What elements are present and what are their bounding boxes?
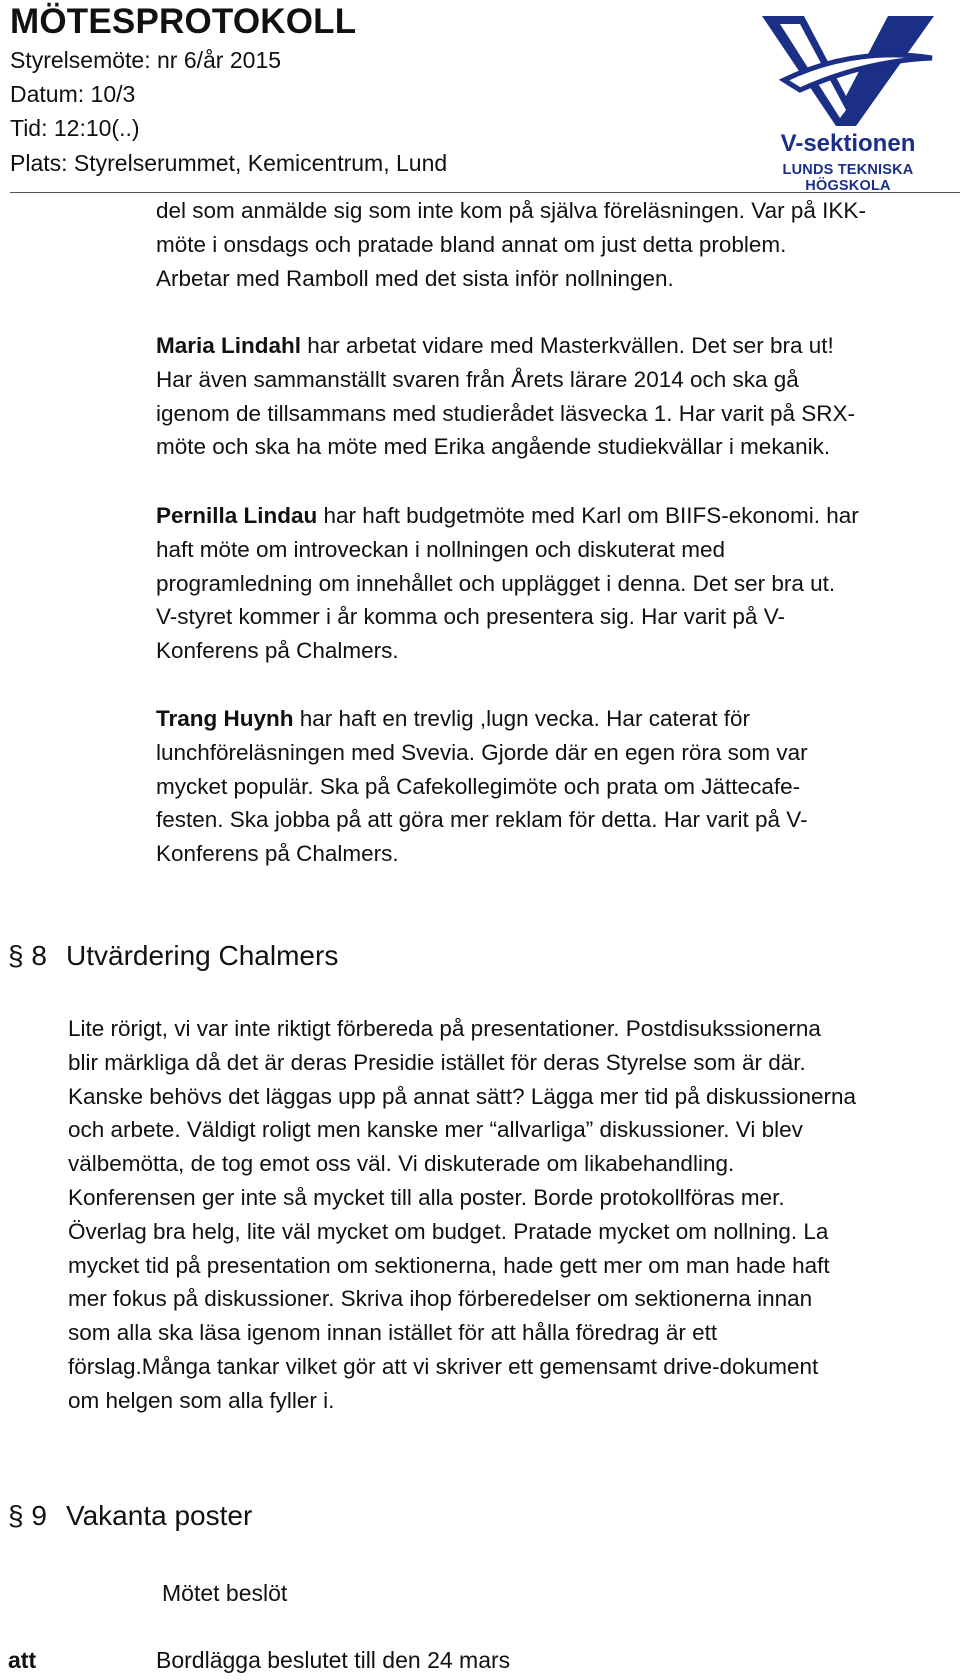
reporter-name: Trang Huynh bbox=[156, 706, 294, 731]
document-header bbox=[10, 0, 950, 192]
meeting-place: Plats: Styrelserummet, Kemicentrum, Lund bbox=[10, 150, 448, 176]
text-line: välbemötta, de tog emot oss väl. Vi diskuterade om likabehandling. bbox=[68, 1151, 735, 1177]
text-line: möte och ska ha möte med Erika angående studiekvällar i mekanik. bbox=[156, 434, 831, 460]
text-line: Konferensen ger inte så mycket till alla poster. Borde protokollföras mer. bbox=[68, 1184, 785, 1210]
reporter-name: Pernilla Lindau bbox=[156, 503, 318, 528]
text-line: Lite rörigt, vi var inte riktigt förbereda på presentationer. Postdisukssionerna bbox=[68, 1016, 821, 1041]
text-line: och arbete. Väldigt roligt men kanske mer “allvarliga” diskussioner. Vi blev bbox=[68, 1117, 803, 1143]
section-number: § 9 bbox=[8, 1500, 47, 1531]
text-line: Har även sammanställt svaren från Årets lärare 2014 och ska gå bbox=[156, 366, 799, 392]
text-line: festen. Ska jobba på att göra mer reklam för detta. Har varit på V- bbox=[156, 807, 808, 833]
text-line: mycket tid på presentation om sektionerna, hade gett mer om man hade haft bbox=[68, 1252, 830, 1278]
text-line: Överlag bra helg, lite väl mycket om budget. Pratade mycket om nollning. La bbox=[68, 1218, 829, 1244]
text-line: Konferens på Chalmers. bbox=[156, 638, 399, 664]
report-text: har arbetat vidare med Masterkvällen. Det ser bra ut! bbox=[301, 333, 834, 358]
text-line: programledning om innehållet och upplägget i denna. Det ser bra ut. bbox=[156, 570, 836, 596]
document-title: MÖTESPROTOKOLL bbox=[10, 2, 357, 41]
report-maria-lindahl bbox=[156, 329, 946, 464]
section-number: § 8 bbox=[8, 940, 47, 971]
v-sektionen-logo bbox=[758, 14, 938, 194]
decision-intro: Mötet beslöt bbox=[162, 1580, 288, 1606]
meeting-number: Styrelsemöte: nr 6/år 2015 bbox=[10, 47, 282, 73]
text-line: förslag.Många tankar vilket gör att vi skriver ett gemensamt drive-dokument bbox=[68, 1353, 819, 1379]
section-8-heading bbox=[8, 940, 338, 972]
meeting-date: Datum: 10/3 bbox=[10, 81, 136, 107]
report-text: har haft en trevlig ,lugn vecka. Har caterat för bbox=[293, 706, 750, 731]
continued-paragraph bbox=[156, 194, 946, 295]
text-line: igenom de tillsammans med studierådet läsvecka 1. Har varit på SRX- bbox=[156, 400, 856, 426]
text-line: om helgen som alla fyller i. bbox=[68, 1387, 335, 1413]
att-label: att bbox=[8, 1647, 37, 1673]
section-9-heading bbox=[8, 1500, 252, 1532]
text-line bbox=[156, 702, 946, 736]
text-line bbox=[156, 499, 946, 533]
text-line: möte i onsdags och pratade bland annat om just detta problem. bbox=[156, 231, 787, 257]
v-logo-icon bbox=[760, 14, 936, 126]
logo-name: V-sektionen bbox=[780, 130, 916, 157]
text-line: Kanske behövs det läggas upp på annat sätt? Lägga mer tid på diskussionerna bbox=[68, 1083, 857, 1109]
text-line: Konferens på Chalmers. bbox=[156, 841, 399, 867]
report-trang-huynh bbox=[156, 702, 946, 871]
text-line: Arbetar med Ramboll med det sista inför nollningen. bbox=[156, 265, 674, 291]
text-line: mycket populär. Ska på Cafekollegimöte och prata om Jättecafe- bbox=[156, 773, 801, 799]
meeting-time: Tid: 12:10(..) bbox=[10, 115, 140, 141]
section-8-body bbox=[68, 1012, 948, 1418]
text-line: haft möte om introveckan i nollningen och diskuterat med bbox=[156, 536, 726, 562]
logo-university: LUNDS TEKNISKA HÖGSKOLA bbox=[782, 162, 914, 194]
text-line: mer fokus på diskussioner. Skriva ihop förberedelser om sektionerna innan bbox=[68, 1286, 813, 1312]
text-line: V-styret kommer i år komma och presentera sig. Har varit på V- bbox=[156, 604, 785, 630]
header-divider bbox=[10, 192, 960, 193]
section-title: Vakanta poster bbox=[66, 1500, 253, 1531]
text-line: del som anmälde sig som inte kom på själva föreläsningen. Var på IKK- bbox=[156, 198, 866, 223]
report-text: har haft budgetmöte med Karl om BIIFS-ekonomi. har bbox=[317, 503, 859, 528]
text-line: blir märkliga då det är deras Presidie istället för deras Styrelse som är där. bbox=[68, 1049, 806, 1075]
decision-text: Bordlägga beslutet till den 24 mars bbox=[156, 1647, 511, 1673]
section-title: Utvärdering Chalmers bbox=[66, 940, 339, 971]
text-line: som alla ska läsa igenom innan istället för att hålla föredrag är ett bbox=[68, 1320, 718, 1346]
reporter-name: Maria Lindahl bbox=[156, 333, 302, 358]
text-line bbox=[156, 329, 946, 363]
text-line: lunchföreläsningen med Svevia. Gjorde där en egen röra som var bbox=[156, 739, 808, 765]
report-pernilla-lindau bbox=[156, 499, 946, 668]
